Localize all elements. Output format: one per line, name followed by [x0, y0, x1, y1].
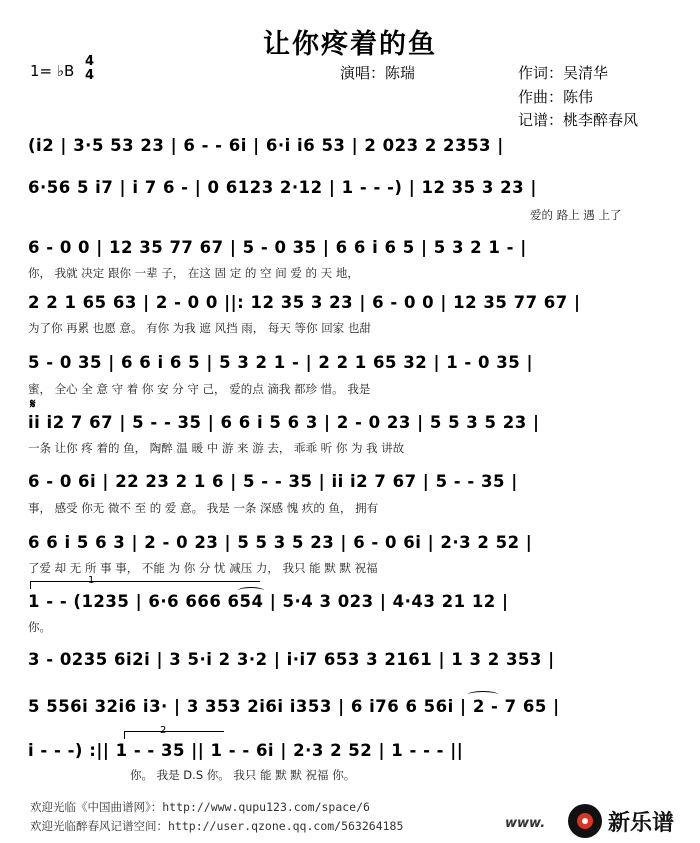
lyric-row-9: 你。 [28, 620, 51, 634]
lyric-row-12: 你。 我是 D.S 你。 我只 能 默 默 祝福 你。 [130, 768, 356, 782]
score-row-4: 2 2 1 65 63 | 2 - 0 0 ||: 12 35 3 23 | 6 - 0 0 | 12 35 77 67 | [28, 293, 581, 312]
lyric-row-3: 你， 我就 决定 跟你 一辈 子， 在这 固 定 的 空 间 爱 的 天 地， [28, 266, 359, 280]
time-signature-top: 4 [85, 54, 95, 69]
key-signature: 1= ♭B [30, 62, 75, 80]
lyric-row-4: 为了你 再累 也愿 意。 有你 为我 遮 风挡 雨， 每天 等你 回家 也甜 [28, 321, 371, 335]
lyric-row-6: 一条 让你 疼 着的 鱼， 陶醉 温 暖 中 游 来 游 去， 乖乖 听 你 为 我 讲故 [28, 441, 405, 455]
score-row-7: 6 - 0 6i | 22 23 2 1 6 | 5 - - 35 | ii i2 7 67 | 5 - - 35 | [28, 472, 518, 491]
score-row-5: 5 - 0 35 | 6 6 i 6 5 | 5 3 2 1 - | 2 2 1 65 32 | 1 - 0 35 | [28, 353, 533, 372]
score-row-11: 5 556i 32i6 i3· | 3 353 2i6i i353 | 6 i76 6 56i | 2 - 7 65 | [28, 697, 560, 716]
score-row-10: 3 - 0235 6i2i | 3 5·i 2 3·2 | i·i7 653 3 2161 | 1 3 2 353 | [28, 650, 555, 669]
footer-link-2[interactable]: 欢迎光临醉春风记谱空间：http://user.qzone.qq.com/563264185 [30, 819, 404, 833]
transcriber-credit: 记谱：桃李醉春风 [518, 111, 639, 129]
singer-credit: 演唱：陈瑞 [340, 64, 416, 82]
score-row-1: (i2 | 3·5 53 23 | 6 - - 6i | 6·i i6 53 | 2 023 2 2353 | [28, 136, 504, 155]
score-row-9: 1 - - (1235 | 6·6 666 654 | 5·4 3 023 | 4·43 21 12 | [28, 592, 509, 611]
song-title: 让你疼着的鱼 [263, 29, 437, 60]
score-row-3: 6 - 0 0 | 12 35 77 67 | 5 - 0 35 | 6 6 i 6 5 | 5 3 2 1 - | [28, 238, 527, 257]
logo-disc-icon [568, 804, 602, 838]
tie-mark [468, 691, 498, 698]
slur-mark [238, 587, 264, 594]
score-row-12: i - - -) :|| 1 - - 35 || 1 - - 6i | 2·3 2 52 | 1 - - - || [28, 741, 464, 760]
lyricist-credit: 作词：吴清华 [518, 64, 609, 82]
lyric-row-5: 蜜， 全心 全 意 守 着 你 安 分 守 己， 爱的点 滴我 都珍 惜。 我是 [28, 382, 371, 396]
footer-link-1[interactable]: 欢迎光临《中国曲谱网》：http://www.qupu123.com/space/6 [30, 800, 370, 814]
lyric-row-8: 了爱 却 无 所 事 事， 不能 为 你 分 忧 减压 力， 我只 能 默 默 祝福 [28, 561, 378, 575]
volta-2-tick [124, 731, 125, 739]
lyric-row-2: 爱的 路上 遇 上了 [530, 208, 622, 222]
volta-2-bracket [124, 731, 224, 732]
site-watermark: www. [505, 816, 546, 831]
lyric-row-7: 事， 感受 你无 微不 至 的 爱 意。 我是 一条 深感 愧 疚的 鱼， 拥有 [28, 501, 379, 515]
volta-1-tick [30, 581, 31, 589]
time-signature-bottom: 4 [85, 68, 95, 83]
score-row-6: ii i2 7 67 | 5 - - 35 | 6 6 i 5 6 3 | 2 - 0 23 | 5 5 3 5 23 | [28, 413, 540, 432]
volta-1-number: 1 [88, 575, 95, 586]
site-logo-text: 新乐谱 [608, 811, 675, 836]
volta-1-bracket [30, 581, 260, 582]
score-row-8: 6 6 i 5 6 3 | 2 - 0 23 | 5 5 3 5 23 | 6 - 0 6i | 2·3 2 52 | [28, 533, 533, 552]
segno-sign: 𝄋 [30, 397, 36, 412]
volta-2-number: 2 [160, 725, 167, 736]
score-row-2: 6·56 5 i7 | i 7 6 - | 0 6123 2·12 | 1 - - -) | 12 35 3 23 | [28, 178, 537, 197]
composer-credit: 作曲：陈伟 [518, 88, 594, 106]
